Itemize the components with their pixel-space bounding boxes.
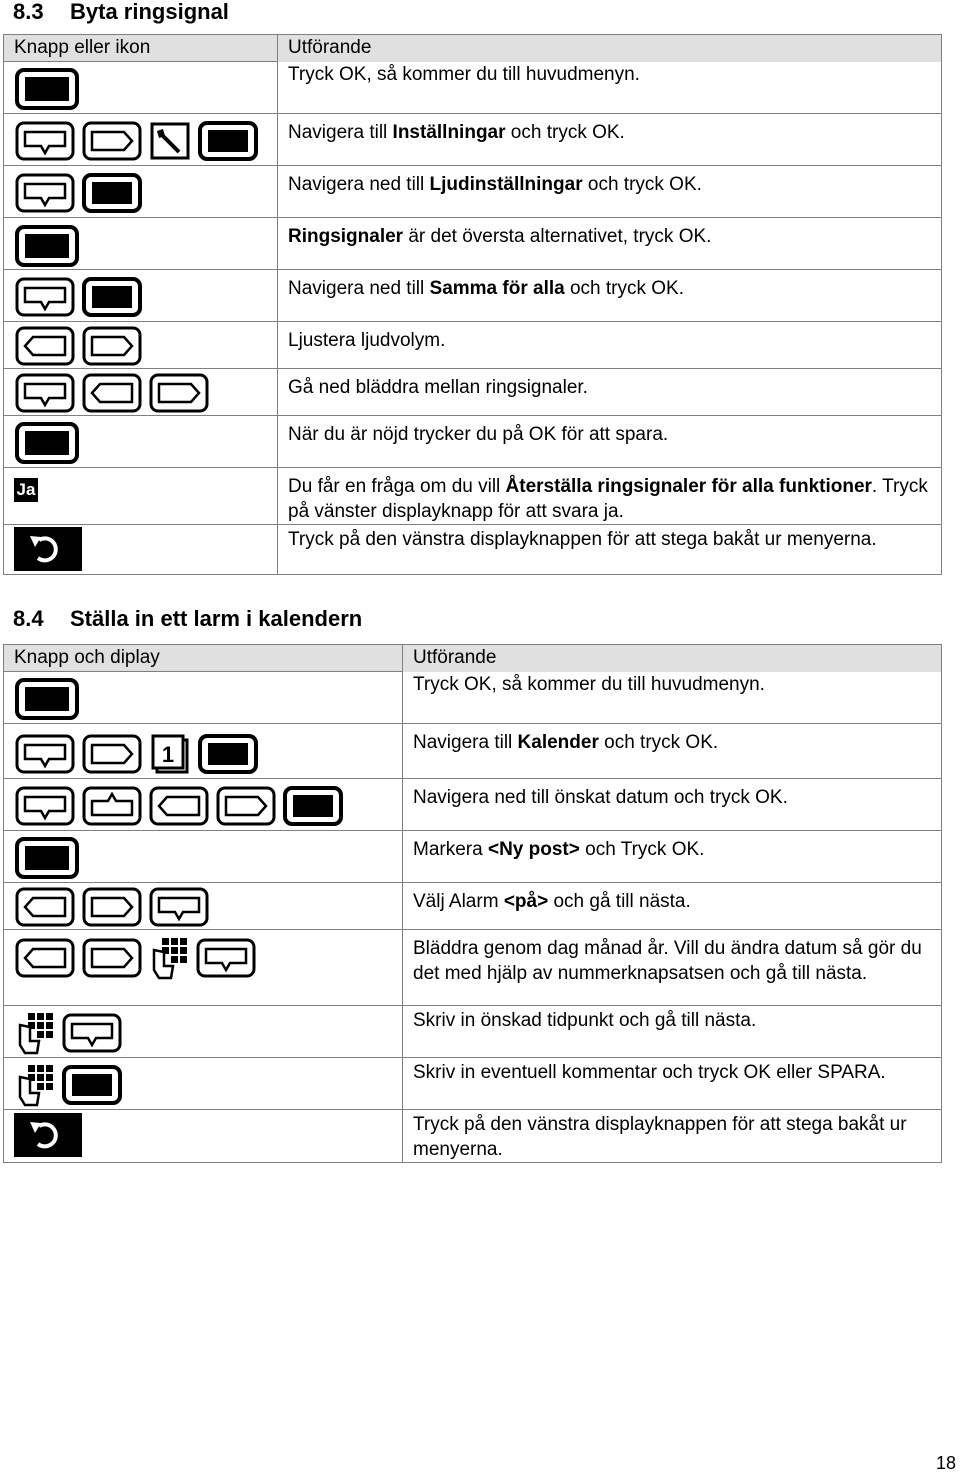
calendar-icon: [148, 732, 192, 776]
step-text: Bläddra genom dag månad år. Vill du ändra datum så gör du det med hjälp av nummerknapsatsen och gå till nästa.: [403, 930, 942, 1006]
table-row: [4, 883, 942, 930]
section-number: 8.3: [13, 0, 44, 24]
section-title-text: Byta ringsignal: [70, 0, 229, 24]
calendar-alarm-steps-table: [3, 644, 942, 1163]
table-row: [4, 218, 942, 270]
ok-key-icon: [282, 785, 344, 827]
nav-left-key-icon: [81, 372, 143, 414]
keypad-hand-icon: [14, 1063, 56, 1107]
table-row: [4, 1058, 942, 1110]
table-row: [4, 672, 942, 724]
ok-key-icon: [61, 1064, 123, 1106]
column-header-action: Utförande: [403, 645, 942, 672]
ok-key-icon: [197, 733, 259, 775]
section-title-text: Ställa in ett larm i kalendern: [70, 606, 363, 631]
table-row: [4, 114, 942, 166]
table-row: [4, 724, 942, 779]
step-text: Tryck på den vänstra displayknappen för att stega bakåt ur menyerna.: [403, 1110, 942, 1163]
column-header-action: Utförande: [278, 35, 942, 62]
step-text: Ljustera ljudvolym.: [278, 322, 942, 369]
step-text: Tryck OK, så kommer du till huvudmenyn.: [403, 672, 942, 724]
page-number: 18: [935, 1453, 956, 1473]
table-row: [4, 416, 942, 468]
back-arrow-icon: [14, 527, 82, 571]
column-header-icons: Knapp och diplay: [4, 645, 403, 672]
ok-key-icon: [14, 677, 80, 721]
table-row: [4, 166, 942, 218]
wrench-icon: [148, 120, 192, 162]
table-row: [4, 779, 942, 831]
ok-key-icon: [14, 67, 80, 111]
table-row: [4, 270, 942, 322]
ok-key-icon: [14, 224, 80, 268]
ringtone-steps-table: [3, 34, 942, 575]
step-text: Du får en fråga om du vill Återställa ringsignaler för alla funktioner. Tryck på vänster displayknapp för att svara ja.: [278, 468, 942, 525]
step-text: Tryck OK, så kommer du till huvudmenyn.: [278, 62, 942, 114]
table-row: [4, 930, 942, 1006]
keypad-hand-icon: [14, 1011, 56, 1055]
nav-down-key-icon: [14, 372, 76, 414]
ok-key-icon: [14, 421, 80, 465]
nav-right-key-icon: [215, 785, 277, 827]
step-text: Navigera ned till önskat datum och tryck OK.: [403, 779, 942, 831]
step-text: Gå ned bläddra mellan ringsignaler.: [278, 369, 942, 416]
nav-left-key-icon: [14, 325, 76, 367]
ok-key-icon: [14, 836, 80, 880]
nav-left-key-icon: [14, 937, 76, 979]
table-row: [4, 62, 942, 114]
table-row: [4, 1006, 942, 1058]
table-row: [4, 322, 942, 369]
nav-right-key-icon: [81, 325, 143, 367]
table-row: [4, 468, 942, 525]
nav-right-key-icon: [81, 886, 143, 928]
step-text: Navigera ned till Ljudinställningar och tryck OK.: [278, 166, 942, 218]
step-text: Skriv in eventuell kommentar och tryck OK eller SPARA.: [403, 1058, 942, 1110]
nav-right-key-icon: [81, 120, 143, 162]
nav-left-key-icon: [148, 785, 210, 827]
step-text: Navigera till Inställningar och tryck OK.: [278, 114, 942, 166]
ok-key-icon: [81, 276, 143, 318]
column-header-icons: Knapp eller ikon: [4, 35, 278, 62]
step-text: Skriv in önskad tidpunkt och gå till nästa.: [403, 1006, 942, 1058]
step-text: Välj Alarm <på> och gå till nästa.: [403, 883, 942, 930]
nav-down-key-icon: [195, 937, 257, 979]
step-text: Ringsignaler är det översta alternativet, tryck OK.: [278, 218, 942, 270]
table-row: [4, 831, 942, 883]
table-header-row: [4, 35, 942, 62]
nav-left-key-icon: [14, 886, 76, 928]
table-header-row: [4, 645, 942, 672]
back-arrow-icon: [14, 1113, 82, 1157]
table-row: [4, 369, 942, 416]
nav-down-key-icon: [14, 785, 76, 827]
nav-up-key-icon: [81, 785, 143, 827]
calendar-day-label: 1: [161, 742, 175, 767]
step-text: Navigera till Kalender och tryck OK.: [403, 724, 942, 779]
step-text: När du är nöjd trycker du på OK för att spara.: [278, 416, 942, 468]
section-heading-8-3: [13, 0, 229, 24]
keypad-hand-icon: [148, 936, 190, 980]
nav-down-key-icon: [14, 120, 76, 162]
step-text: Navigera ned till Samma för alla och tryck OK.: [278, 270, 942, 322]
nav-right-key-icon: [81, 937, 143, 979]
section-heading-8-4: [13, 607, 362, 631]
table-row: [4, 525, 942, 575]
nav-down-key-icon: [14, 172, 76, 214]
nav-right-key-icon: [148, 372, 210, 414]
ok-key-icon: [197, 120, 259, 162]
ok-key-icon: [81, 172, 143, 214]
ja-display-key-icon: Ja: [14, 478, 38, 502]
table-row: [4, 1110, 942, 1163]
section-number: 8.4: [13, 606, 44, 631]
step-text: Tryck på den vänstra displayknappen för att stega bakåt ur menyerna.: [278, 525, 942, 575]
nav-right-key-icon: [81, 733, 143, 775]
nav-down-key-icon: [14, 276, 76, 318]
step-text: Markera <Ny post> och Tryck OK.: [403, 831, 942, 883]
nav-down-key-icon: [61, 1012, 123, 1054]
nav-down-key-icon: [148, 886, 210, 928]
nav-down-key-icon: [14, 733, 76, 775]
